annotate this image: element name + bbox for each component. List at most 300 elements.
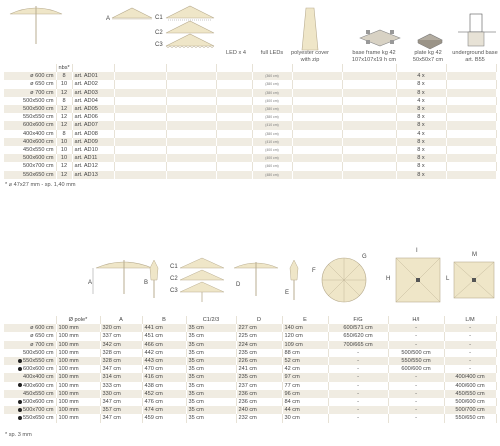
cell-empty (446, 80, 496, 88)
cell-empty (292, 154, 342, 162)
cell-empty (166, 162, 216, 170)
size-label: ø 600 cm (30, 325, 54, 332)
cell-cover: (380 cm) (252, 130, 292, 138)
cell-empty (114, 154, 166, 162)
label-c1: C1 (155, 15, 163, 21)
cell-size: 500x500 cm (4, 97, 56, 105)
cell-empty (166, 89, 216, 97)
cell-art: art. AD12 (72, 162, 114, 170)
cell-size (4, 398, 56, 406)
cell-size (4, 373, 56, 381)
table-row (4, 382, 496, 390)
cell-size: 450x550 cm (4, 146, 56, 154)
table-row (4, 72, 496, 80)
cell-pole: 100 mm (56, 332, 100, 340)
cell-nbs: 12 (56, 105, 72, 113)
cell-empty (446, 146, 496, 154)
cell-cover: (410 cm) (252, 138, 292, 146)
cell-plate: 8 x (396, 171, 446, 179)
table-row (4, 332, 496, 340)
cell-lm: - (444, 357, 496, 365)
cell-empty (216, 162, 252, 170)
cell-empty (216, 138, 252, 146)
cell-empty (446, 154, 496, 162)
cell-nbs: 12 (56, 171, 72, 179)
cell-empty (446, 72, 496, 80)
cell-empty (216, 97, 252, 105)
header-cell: B (142, 316, 186, 324)
cell-empty (342, 121, 396, 129)
cell-empty (292, 80, 342, 88)
cell-plate: 8 x (396, 113, 446, 121)
cell-empty (114, 113, 166, 121)
cell-plate: 8 x (396, 146, 446, 154)
cell-e: 77 cm (282, 382, 328, 390)
cell-a: 347 cm (100, 414, 142, 422)
cell-hi: - (388, 341, 444, 349)
cell-empty (292, 105, 342, 113)
cell-size: 550x650 cm (4, 171, 56, 179)
label-c2: C2 (155, 30, 163, 36)
cell-a: 337 cm (100, 332, 142, 340)
cell-d: 236 cm (236, 390, 282, 398)
cell-size (4, 341, 56, 349)
cell-art: art. AD06 (72, 113, 114, 121)
cell-empty (166, 154, 216, 162)
size-label: 600x600 cm (23, 366, 54, 373)
cell-empty (216, 146, 252, 154)
cell-d: 224 cm (236, 341, 282, 349)
cell-empty (114, 162, 166, 170)
table-row (4, 324, 496, 332)
cell-pole: 100 mm (56, 414, 100, 422)
cell-art: art. AD10 (72, 146, 114, 154)
cell-b: 443 cm (142, 357, 186, 365)
cell-b: 470 cm (142, 365, 186, 373)
table-row (4, 113, 496, 121)
cell-pole: 100 mm (56, 398, 100, 406)
cell-hi: - (388, 398, 444, 406)
cell-empty (216, 130, 252, 138)
table-row (4, 105, 496, 113)
cell-c: 35 cm (186, 341, 236, 349)
cell-lm: - (444, 341, 496, 349)
table-row (4, 373, 496, 381)
dim-label-i: I (416, 248, 418, 254)
cell-nbs: 12 (56, 89, 72, 97)
cell-size: ø 600 cm (4, 72, 56, 80)
cell-c: 35 cm (186, 365, 236, 373)
cell-e: 42 cm (282, 365, 328, 373)
umbrella-e-icon (290, 260, 298, 300)
cell-hi: 600/600 cm (388, 365, 444, 373)
cell-nbs: 8 (56, 97, 72, 105)
cell-plate: 4 x (396, 97, 446, 105)
caption-full-leds: full LEDs (260, 50, 284, 56)
accessory-illustrations (0, 0, 500, 66)
cover-icon (302, 8, 318, 50)
note-thickness: * sp. 3 mm (5, 432, 32, 438)
cell-fg: - (328, 390, 388, 398)
cell-pole: 100 mm (56, 341, 100, 349)
cell-d: 225 cm (236, 332, 282, 340)
table-row (4, 97, 496, 105)
dimension-illustrations (0, 246, 500, 316)
cell-c: 35 cm (186, 324, 236, 332)
cell-b: 451 cm (142, 332, 186, 340)
cell-empty (216, 105, 252, 113)
cell-plate: 8 x (396, 89, 446, 97)
cell-a: 342 cm (100, 341, 142, 349)
size-label: ø 650 cm (30, 333, 54, 340)
cell-cover: (380 cm) (252, 80, 292, 88)
cell-b: 438 cm (142, 382, 186, 390)
cell-pole: 100 mm (56, 373, 100, 381)
cell-plate: 4 x (396, 72, 446, 80)
cell-nbs: 12 (56, 162, 72, 170)
cell-empty (292, 162, 342, 170)
size-label: 400x600 cm (23, 382, 54, 389)
cell-empty (446, 171, 496, 179)
cell-empty (446, 97, 496, 105)
cell-hi: - (388, 373, 444, 381)
cell-cover: (460 cm) (252, 162, 292, 170)
cell-art: art. AD03 (72, 89, 114, 97)
header-cell: A (100, 316, 142, 324)
cell-empty (166, 105, 216, 113)
dim-label-m: M (472, 252, 477, 258)
cell-b: 459 cm (142, 414, 186, 422)
cell-pole: 100 mm (56, 349, 100, 357)
cell-art: art. AD09 (72, 138, 114, 146)
base-frame-icon (360, 30, 400, 46)
cell-empty (114, 80, 166, 88)
cell-art: art. AD05 (72, 105, 114, 113)
cell-plate: 8 x (396, 80, 446, 88)
cell-fg: - (328, 357, 388, 365)
cell-e: 140 cm (282, 324, 328, 332)
cell-size (4, 332, 56, 340)
cell-e: 120 cm (282, 332, 328, 340)
cell-c: 35 cm (186, 373, 236, 381)
cell-size: 500x500 cm (4, 105, 56, 113)
cell-c: 35 cm (186, 414, 236, 422)
cell-fg: - (328, 373, 388, 381)
cell-c: 35 cm (186, 398, 236, 406)
cell-e: 44 cm (282, 406, 328, 414)
size-label: ø 700 cm (30, 341, 54, 348)
cell-plate: 8 x (396, 162, 446, 170)
cell-fg: - (328, 398, 388, 406)
umbrella-open-icon (10, 6, 62, 44)
cell-empty (216, 72, 252, 80)
table-row (4, 130, 496, 138)
cell-a: 328 cm (100, 357, 142, 365)
cell-hi: - (388, 406, 444, 414)
square-top-view-icon (396, 258, 440, 302)
cell-fg: 600/571 cm (328, 324, 388, 332)
cell-cover: (400 cm) (252, 97, 292, 105)
bullet-icon (18, 416, 22, 420)
cell-art: art. AD02 (72, 80, 114, 88)
cell-c: 35 cm (186, 406, 236, 414)
cell-b: 476 cm (142, 398, 186, 406)
bullet-icon (18, 367, 22, 371)
table-row (4, 171, 496, 179)
cell-a: 330 cm (100, 390, 142, 398)
note-pole: * ⌀ 47x27 mm - sp. 1,40 mm (5, 182, 76, 188)
dim-label-d: D (236, 282, 241, 288)
header-nbs: nbs* (56, 64, 72, 72)
dim-label-e: E (285, 290, 290, 296)
cell-empty (342, 154, 396, 162)
cell-empty (292, 72, 342, 80)
cell-d: 235 cm (236, 349, 282, 357)
cell-nbs: 8 (56, 130, 72, 138)
cell-empty (342, 171, 396, 179)
cell-hi: - (388, 390, 444, 398)
cell-d: 227 cm (236, 324, 282, 332)
caption-led: LED x 4 (226, 50, 246, 56)
cell-nbs: 12 (56, 121, 72, 129)
cell-e: 96 cm (282, 390, 328, 398)
cell-hi: 500/500 cm (388, 349, 444, 357)
cell-empty (446, 113, 496, 121)
cell-fg: - (328, 365, 388, 373)
cell-fg: - (328, 406, 388, 414)
cell-empty (114, 121, 166, 129)
cell-lm: - (444, 324, 496, 332)
cell-art: art. AD13 (72, 171, 114, 179)
cell-hi: - (388, 332, 444, 340)
cell-a: 314 cm (100, 373, 142, 381)
cell-b: 474 cm (142, 406, 186, 414)
cell-size: 500x700 cm (4, 162, 56, 170)
cell-nbs: 8 (56, 72, 72, 80)
cell-b: 452 cm (142, 390, 186, 398)
table-row (4, 341, 496, 349)
dim-label-c1: C1 (170, 264, 178, 270)
product-table (4, 64, 497, 179)
cell-size (4, 324, 56, 332)
cell-empty (446, 105, 496, 113)
cell-cover: (400 cm) (252, 146, 292, 154)
cell-size (4, 382, 56, 390)
bullet-icon (18, 383, 22, 387)
dim-label-l: L (446, 276, 450, 282)
cell-a: 347 cm (100, 365, 142, 373)
cell-empty (446, 138, 496, 146)
cell-empty (342, 113, 396, 121)
cell-fg: - (328, 414, 388, 422)
cell-empty (292, 97, 342, 105)
cell-nbs: 10 (56, 146, 72, 154)
plate-icon (418, 34, 442, 49)
table-row (4, 349, 496, 357)
cell-c: 35 cm (186, 357, 236, 365)
cell-e: 52 cm (282, 357, 328, 365)
cell-nbs: 10 (56, 138, 72, 146)
cell-e: 88 cm (282, 349, 328, 357)
cell-pole: 100 mm (56, 324, 100, 332)
cell-art: art. AD08 (72, 130, 114, 138)
cell-size: ø 700 cm (4, 89, 56, 97)
cell-a: 333 cm (100, 382, 142, 390)
cell-c: 35 cm (186, 382, 236, 390)
cell-e: 84 cm (282, 398, 328, 406)
cell-d: 232 cm (236, 414, 282, 422)
dim-label-c2: C2 (170, 276, 178, 282)
cell-empty (216, 154, 252, 162)
size-label: 450x550 cm (23, 390, 54, 397)
cell-empty (292, 121, 342, 129)
cell-empty (166, 146, 216, 154)
cell-lm: 450/550 cm (444, 390, 496, 398)
cell-empty (216, 80, 252, 88)
cell-plate: 8 x (396, 154, 446, 162)
cell-e: 109 cm (282, 341, 328, 349)
cell-cover: (380 cm) (252, 89, 292, 97)
table-row (4, 398, 496, 406)
cell-d: 237 cm (236, 382, 282, 390)
cell-b: 441 cm (142, 324, 186, 332)
cell-empty (166, 171, 216, 179)
cell-hi: 550/550 cm (388, 357, 444, 365)
header-cell: C1/2/3 (186, 316, 236, 324)
table-row (4, 414, 496, 422)
cell-empty (166, 138, 216, 146)
canopy-a-icon (112, 8, 152, 19)
cell-empty (292, 171, 342, 179)
dim-label-c3: C3 (170, 288, 178, 294)
cell-d: 235 cm (236, 373, 282, 381)
table-row (4, 162, 496, 170)
dim-label-g: G (362, 254, 367, 260)
table-row (4, 121, 496, 129)
cell-a: 357 cm (100, 406, 142, 414)
cell-empty (292, 146, 342, 154)
cell-nbs: 10 (56, 154, 72, 162)
header-cell: F/G (328, 316, 388, 324)
size-label: 550x550 cm (23, 358, 54, 365)
cell-lm: - (444, 365, 496, 373)
cell-size: ø 650 cm (4, 80, 56, 88)
cell-size (4, 365, 56, 373)
cell-empty (114, 171, 166, 179)
cell-size (4, 357, 56, 365)
cell-art: art. AD01 (72, 72, 114, 80)
label-a: A (106, 16, 111, 22)
rectangle-top-view-icon (454, 262, 494, 298)
cell-d: 226 cm (236, 357, 282, 365)
cell-size (4, 349, 56, 357)
cell-empty (216, 89, 252, 97)
cell-empty (166, 113, 216, 121)
caption-cover: polyester cover with zip (291, 50, 329, 63)
cell-empty (166, 80, 216, 88)
dim-label-f: F (312, 268, 316, 274)
table-row (4, 406, 496, 414)
cell-art: art. AD11 (72, 154, 114, 162)
table-row (4, 365, 496, 373)
umbrella-closed-icon (150, 260, 158, 298)
cell-a: 320 cm (100, 324, 142, 332)
cell-fg: 700/665 cm (328, 341, 388, 349)
size-label: 500x500 cm (23, 349, 54, 356)
header-cell: D (236, 316, 282, 324)
bullet-icon (18, 359, 22, 363)
cell-empty (114, 72, 166, 80)
cell-empty (342, 80, 396, 88)
cell-empty (446, 162, 496, 170)
cell-empty (342, 146, 396, 154)
cell-empty (292, 113, 342, 121)
cell-empty (446, 89, 496, 97)
cell-empty (342, 138, 396, 146)
cell-empty (166, 72, 216, 80)
cell-size: 400x600 cm (4, 138, 56, 146)
cell-lm: - (444, 332, 496, 340)
cell-lm: 500/700 cm (444, 406, 496, 414)
cell-hi: - (388, 382, 444, 390)
underground-base-icon (458, 14, 496, 46)
header-cell: L/M (444, 316, 496, 324)
table-row (4, 390, 496, 398)
cell-pole: 100 mm (56, 390, 100, 398)
header-cell: Ø pole* (56, 316, 100, 324)
cell-e: 97 cm (282, 373, 328, 381)
cell-b: 416 cm (142, 373, 186, 381)
cell-size (4, 414, 56, 422)
cell-b: 466 cm (142, 341, 186, 349)
size-label: 500x700 cm (23, 407, 54, 414)
cell-fg: - (328, 349, 388, 357)
cell-a: 347 cm (100, 398, 142, 406)
cell-hi: - (388, 414, 444, 422)
cell-empty (342, 130, 396, 138)
cell-a: 328 cm (100, 349, 142, 357)
cell-empty (114, 105, 166, 113)
cell-empty (114, 130, 166, 138)
cell-lm: - (444, 349, 496, 357)
cell-hi: - (388, 324, 444, 332)
cell-c: 35 cm (186, 332, 236, 340)
cell-cover: (480 cm) (252, 171, 292, 179)
dimension-table (4, 316, 497, 423)
cell-empty (216, 121, 252, 129)
table-row (4, 138, 496, 146)
cell-empty (446, 130, 496, 138)
cell-cover: (360 cm) (252, 72, 292, 80)
dim-label-h: H (386, 276, 391, 282)
header-cell: H/I (388, 316, 444, 324)
cell-size: 550x550 cm (4, 113, 56, 121)
cell-b: 442 cm (142, 349, 186, 357)
dim-label-b: B (144, 280, 149, 286)
dimension-drawing (0, 246, 500, 316)
cell-size (4, 390, 56, 398)
cell-empty (166, 130, 216, 138)
cell-empty (342, 162, 396, 170)
cell-empty (114, 97, 166, 105)
cell-cover: (410 cm) (252, 121, 292, 129)
cell-plate: 4 x (396, 130, 446, 138)
cell-cover: (380 cm) (252, 105, 292, 113)
cell-empty (342, 72, 396, 80)
cell-empty (114, 89, 166, 97)
cell-art: art. AD04 (72, 97, 114, 105)
cell-empty (342, 89, 396, 97)
